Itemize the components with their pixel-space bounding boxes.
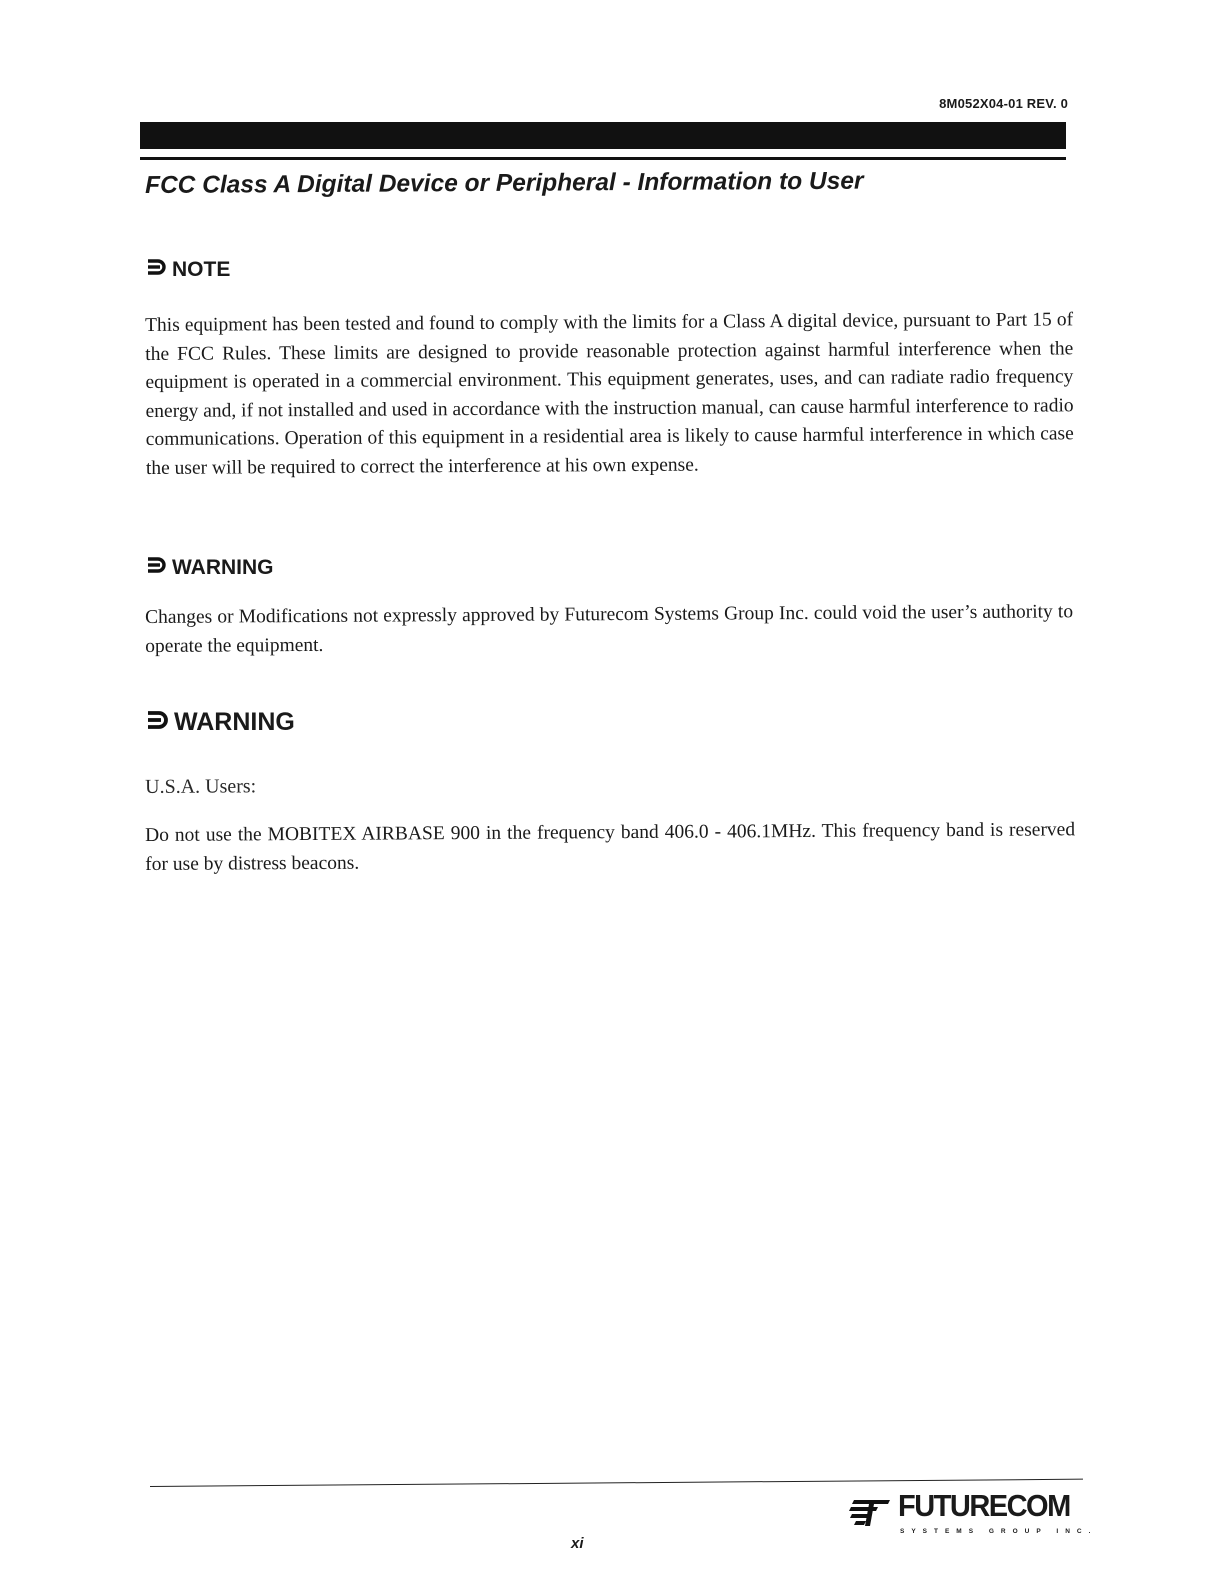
right-arrow-icon [146, 556, 170, 580]
note-body: This equipment has been tested and found to comply with the limits for a Class A digital device, pursuant to Part 15 of the FCC Rules. These limits are designed to provide reasonable protection against harmful interference when the equipment is operated in a commercial environment. This equipment generates, uses, and can radiate radio frequency energy and, if not installed and used in accordance with the instruction manual, can cause harmful interference to radio communications. Operation of this equipment in a residential area is likely to cause harmful interference in which case the user will be required to correct the interference at his own expense. [145, 309, 1074, 479]
footer-rule [150, 1479, 1083, 1487]
page-title: FCC Class A Digital Device or Peripheral - Information to User [145, 167, 864, 199]
note-heading [146, 258, 230, 282]
document-id: 8M052X04-01 REV. 0 [939, 96, 1068, 111]
header-bar [140, 122, 1066, 149]
right-arrow-icon [146, 708, 172, 737]
warning-heading-1-text: WARNING [172, 556, 274, 579]
right-arrow-icon [146, 258, 170, 282]
warning-heading-2 [146, 708, 295, 737]
page-number: xi [571, 1535, 584, 1552]
note-heading-text: NOTE [172, 258, 231, 281]
warning-2-body: Do not use the MOBITEX AIRBASE 900 in the frequency band 406.0 - 406.1MHz. This frequency band is reserved for use by distress beacons. [145, 819, 1076, 875]
warning-heading-1 [146, 556, 274, 580]
warning-heading-2-text: WARNING [174, 708, 295, 736]
futurecom-logo [848, 1490, 1098, 1550]
logo-wordmark: FUTURECOM [898, 1490, 1070, 1524]
warning-1-body: Changes or Modifications not expressly approved by Futurecom Systems Group Inc. could void the user’s authority to operate the equipment. [145, 601, 1074, 657]
futurecom-logo-mark-icon [848, 1496, 892, 1533]
logo-subtitle: SYSTEMS GROUP INC. [900, 1528, 1098, 1535]
header-rule [140, 157, 1066, 160]
usa-users-label: U.S.A. Users: [145, 775, 257, 798]
